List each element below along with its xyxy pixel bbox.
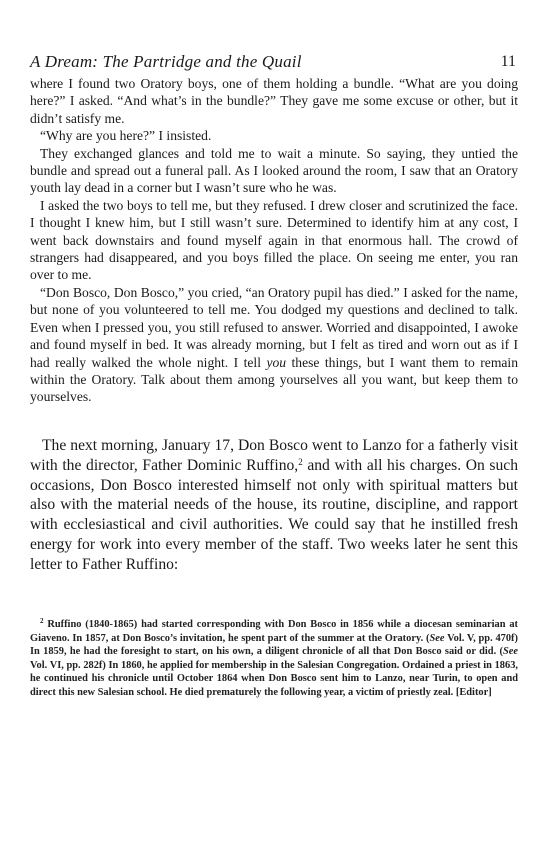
footnote-reference[interactable]: 2: [298, 456, 303, 467]
dream-text: these things, but I want them to remain within the Oratory. Talk about them among yourselves all you want, but keep them to yourselves.: [30, 354, 518, 405]
dream-paragraph: where I found two Oratory boys, one of them holding a bundle. “What are you doing here?” I asked. “And what’s in the bundle?” They gave me some excuse or other, but it didn’t satisfy me.: [30, 76, 518, 126]
dream-narrative: [30, 75, 518, 406]
page-number: 11: [500, 53, 516, 70]
footnote-text: Ruffino (1840-1865) had started corresponding with Don Bosco in 1856 while a diocesan seminarian at Giaveno. In 1857, at Don Bosco’s invitation, he spent part of the summer at the Oratory. (: [30, 619, 518, 644]
dream-paragraph: They exchanged glances and told me to wait a minute. So saying, they untied the bundle and spread out a funeral pall. As I looked around the room, I saw that an Oratory youth lay dead in a corner but I wasn’t sure who he was.: [30, 145, 518, 196]
dream-text: “Don Bosco, Don Bosco,” you cried, “an Oratory pupil has died.” I asked for the name, but none of you volunteered to tell me. You dodged my questions and declined to talk. Even when I pressed you, you still refused to answer. Worried and disappointed, I awoke and found myself in bed. It was already morning, but I felt as tired and worn out as if I had really walked the whole night. I tell: [30, 284, 518, 370]
footnote: [30, 618, 518, 700]
see-reference: See: [429, 632, 445, 644]
footnote-mark: 2: [40, 617, 44, 625]
running-head: [30, 52, 516, 72]
narration-text: The next morning, January 17, Don Bosco went to Lanzo for a fatherly visit with the director, Father Dominic Ruffino,: [30, 437, 518, 474]
dream-paragraph: [30, 284, 518, 406]
emphasized-word: you: [266, 354, 287, 370]
narration-text: and with all his charges. On such occasions, Don Bosco interested himself not only with spiritual matters but also with the material needs of the house, its routine, discipline, and rapport with ecclesiastical and civil authorities. We could say that he instilled fresh energy for work into every member of the staff. Two weeks later he sent this letter to Father Ruffino:: [30, 456, 518, 573]
footnote-text: Vol. V, pp. 470f) In 1859, he had the foresight to start, on his own, a diligent chronicle of all that Don Bosco said or did. (: [30, 632, 518, 658]
footnote-text: Vol. VI, pp. 282f) In 1860, he applied for membership in the Salesian Congregation. Ordained a priest in 1863, he continued his chronicle until October 1864 when Don Bosco sent him to Lanzo, near Turin, to open and direct this new Salesian school. He died prematurely the following year, a victim of priestly zeal. [Editor]: [30, 659, 518, 698]
dream-paragraph: “Why are you here?” I insisted.: [40, 128, 212, 144]
running-title: A Dream: The Partridge and the Quail: [30, 52, 302, 71]
footnote-paragraph: [30, 618, 518, 700]
see-reference: See: [502, 646, 518, 658]
narration: [30, 436, 518, 575]
dream-paragraph: I asked the two boys to tell me, but they refused. I drew closer and scrutinized the face. I thought I knew him, but I still wasn’t sure. Determined to identify him at any cost, I went back downstairs and found myself again in that enormous hall. The crowd of strangers had disappeared, and you boys filled the place. On seeing me enter, you ran over to me.: [30, 197, 518, 283]
narration-paragraph: [30, 436, 518, 575]
